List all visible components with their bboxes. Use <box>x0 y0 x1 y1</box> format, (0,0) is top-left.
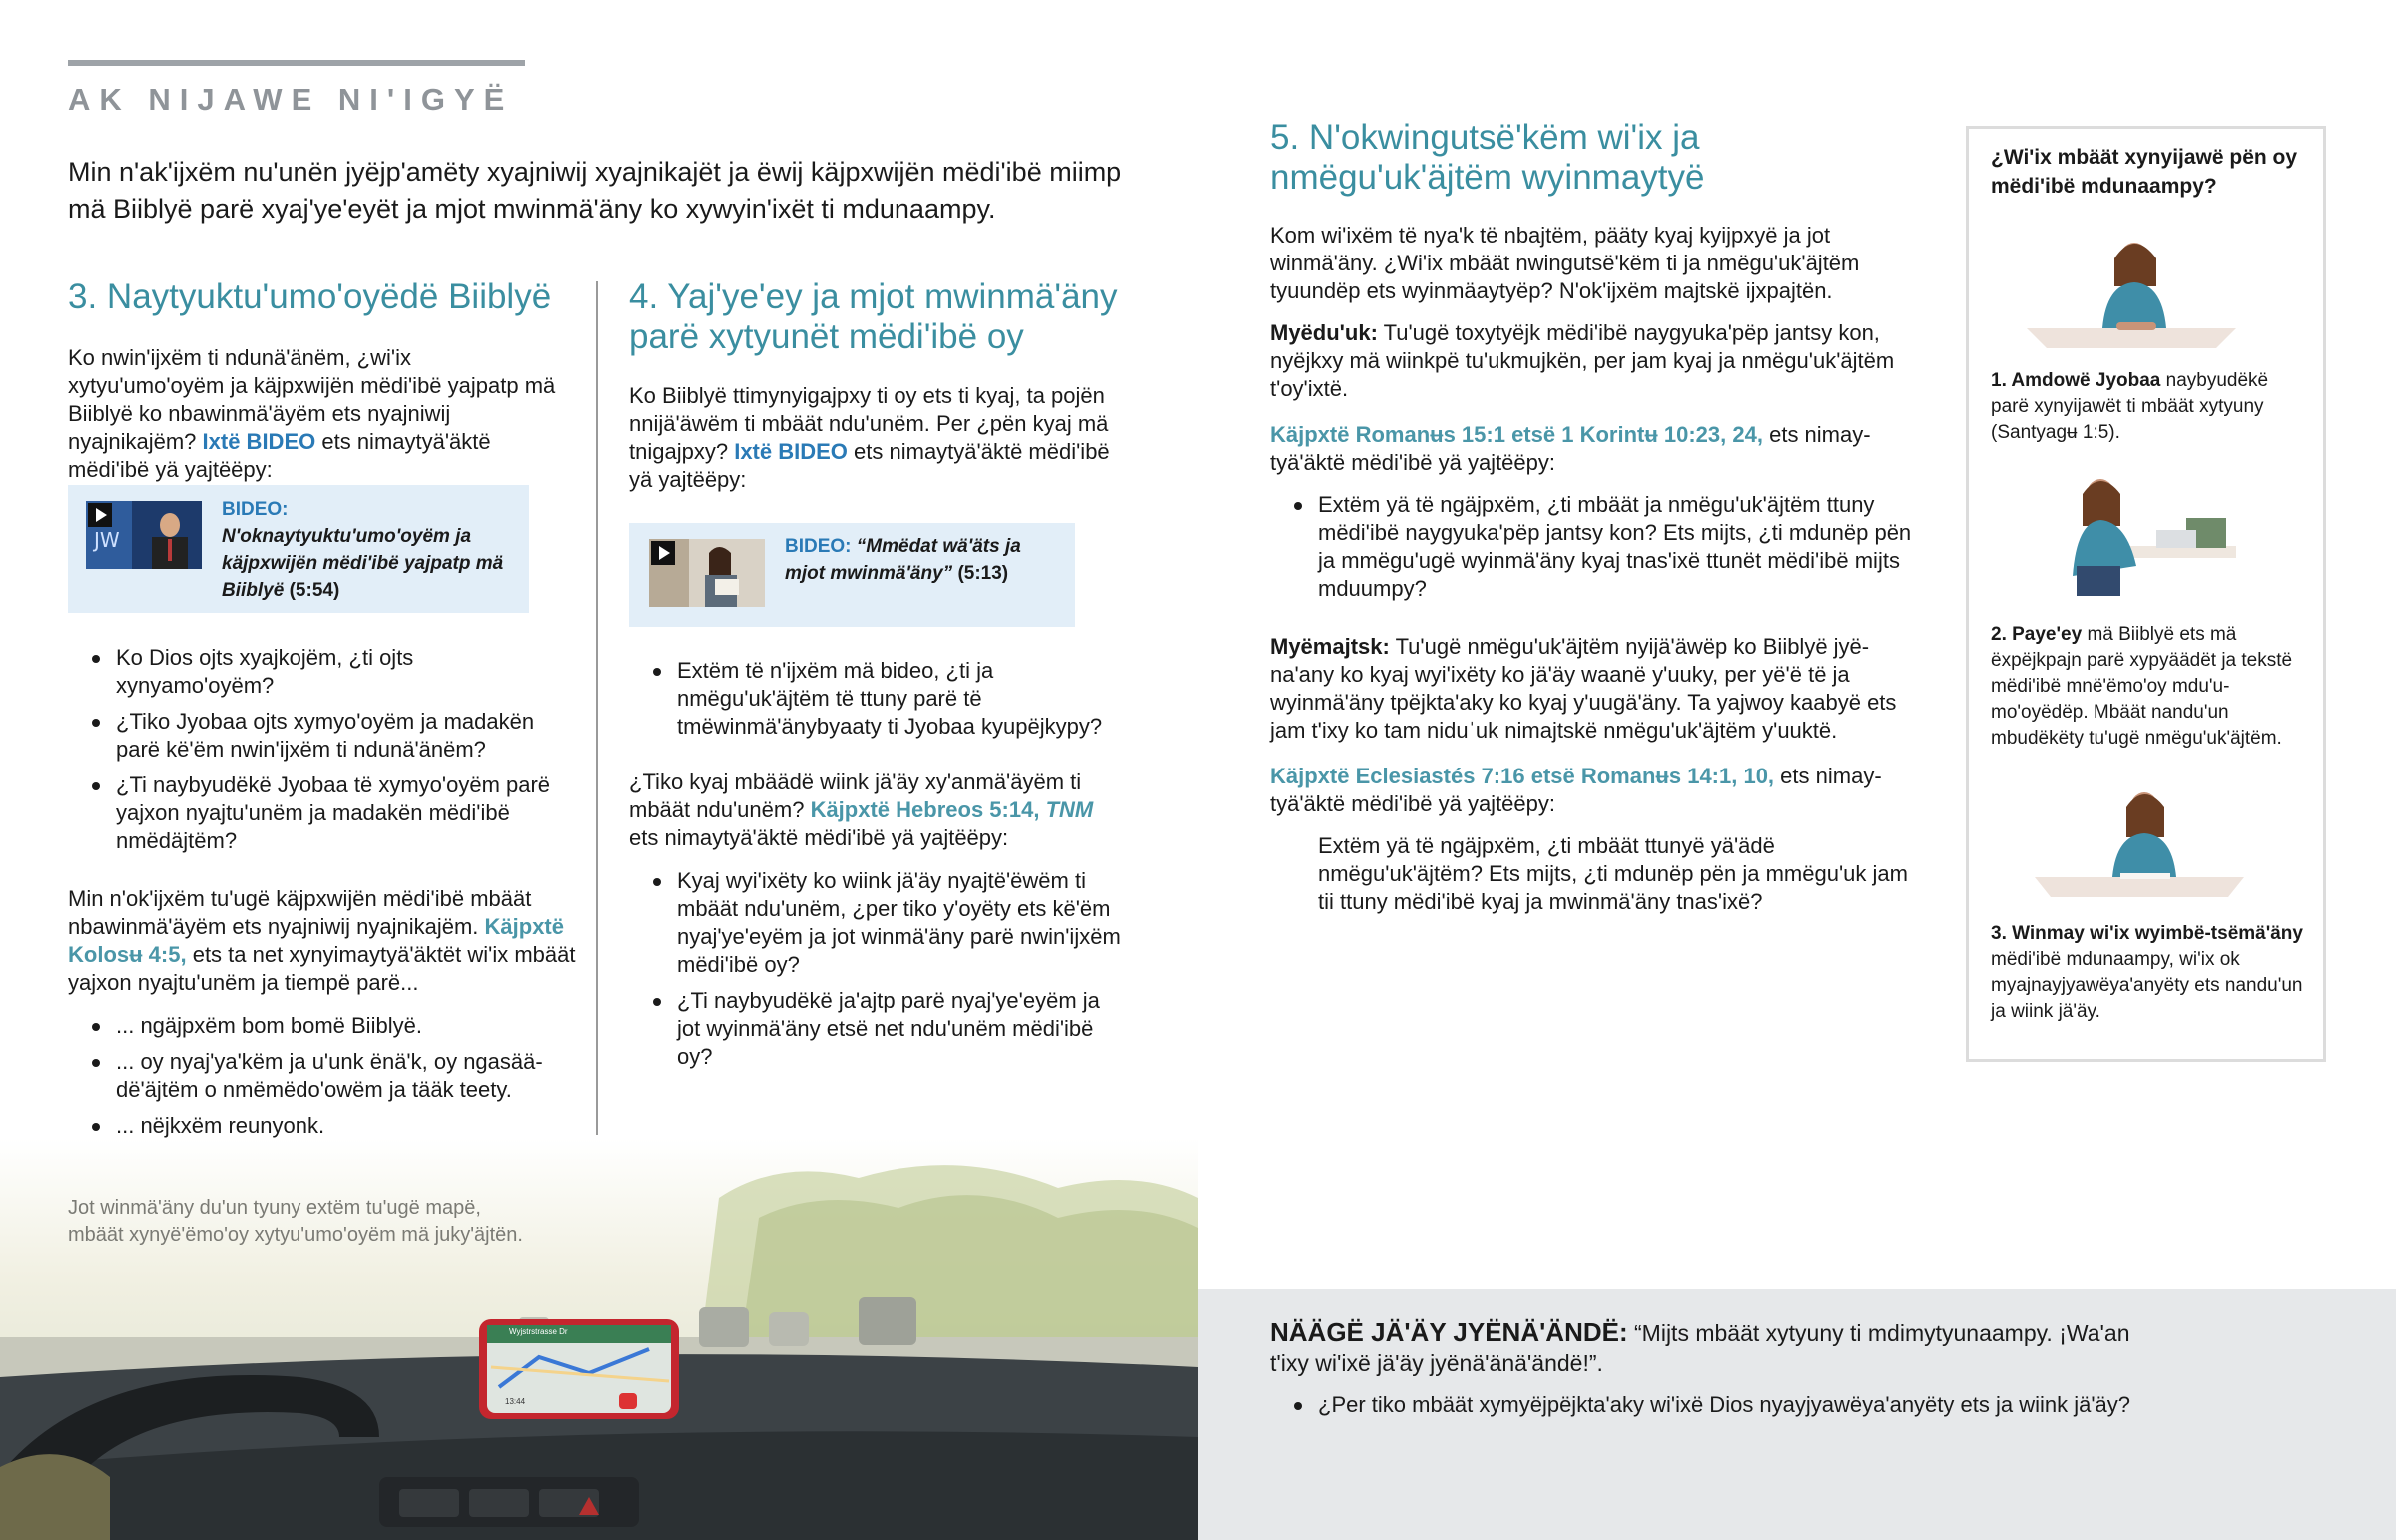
driving-photo <box>0 1138 1198 1540</box>
section-3-paragraph-2 <box>68 885 577 997</box>
step-1 <box>1991 368 2310 446</box>
phone-time-label: 13:44 <box>505 1397 526 1406</box>
section-3-p2-tail: ets ta net xynyimaytyä'äktët wi'ix mbäät yajxon nyajtu'unëm ja tiempë parë... <box>68 942 576 995</box>
section-4-title: 4. Yaj'ye'ey ja mjot mwinmä'äny parë xytyunët mëdi'ibë oy <box>629 277 1118 356</box>
section-4-paragraph-2 <box>629 769 1123 852</box>
section-3-video-thumbnail[interactable] <box>86 501 202 569</box>
list-item: Extëm yä të ngäjpxëm, ¿ti mbäät ja nmëgu'uk'äjtëm ttuny mëdi'ibë naygyuka'pëp jantsy kon? Ets mijts, ¿ti mdunëp pën ja mmëgu'ugë wyinmä'äny kyaj tnas'ixë ttunët mëdi'ibë mijts mduumpy? <box>1270 491 1919 603</box>
praying-woman-image <box>2017 229 2246 348</box>
step-3-text: mëdi'ibë mdunaampy, wi'ix ok myajnayjyawëya'anyëty ets nandu'un ja wiink jä'äy. <box>1991 949 2303 1022</box>
section-4-video-link[interactable]: Ixtë BIDEO <box>734 439 848 464</box>
section-4-intro-tail: ets nimaytyä'äktë mëdi'ibë yä yajtëëpy: <box>629 439 1110 492</box>
section-4-video-label <box>785 533 1064 587</box>
phone-street-label: Wyjstrstrasse Dr <box>509 1327 568 1336</box>
footer-box <box>1198 1289 2396 1540</box>
example-1-ref-tail: ets nimay-tyä'äktë mëdi'ibë yä yajtëëpy: <box>1270 422 1871 475</box>
svg-text:JW: JW <box>94 528 120 552</box>
section-3-title: 3. Naytyuktu'umo'oyëdë Biiblyë <box>68 277 552 316</box>
section-5-intro: Kom wi'ixëm të nya'k të nbajtëm, pääty kyaj kyijpxyë ja jot winmä'äny. ¿Wi'ix mbäät nwingutsë'këm ti ja nmëgu'uk'äjtëm tyuundëp ets wyinmäaytyëp? N'ok'ijxëm majtskë ijxpajtën. <box>1270 223 1860 303</box>
section-3-intro-tail: ets nimaytyä'äktë mëdi'ibë yä yajtëëpy: <box>68 429 491 482</box>
list-item: Kyaj wyi'ixëty ko wiink jä'äy nyajtë'ëwëm ti mbäät ndu'unëm, ¿per tiko y'oyëty ets kë'ëm nyaj'ye'eyëm ja jot winmä'äny parë nwin'ijxëm mëdi'ibë oy? <box>629 867 1123 979</box>
step-2-label: 2. Paye'ey <box>1991 624 2083 645</box>
list-item: ... ngäjpxëm bom bomë Biiblyë. <box>68 1012 577 1040</box>
step-2 <box>1991 622 2315 752</box>
sidebar-title: ¿Wi'ix mbäät xynyijawë pën oy mëdi'ibë mdunaampy? <box>1991 146 2298 198</box>
translation-abbrev: TNM <box>1045 797 1094 822</box>
scripture-link-hebreos[interactable]: Käjpxtë Hebreos 5:14, <box>810 797 1040 822</box>
header-rule <box>68 60 525 66</box>
example-2 <box>1270 633 1919 745</box>
section-4-video-box[interactable] <box>629 523 1075 627</box>
list-item: ¿Tiko Jyobaa ojts xymyo'oyëm ja madakën parë kë'ëm nwin'ijxëm ti ndunä'änëm? <box>68 708 562 764</box>
step-2-text: mä Biiblyë ets mä ëxpëjkpajn parë xypyäädët ja tekstë mëdi'ibë mnë'ëmo'oy mdu'u-mo'oyëdëp. Mbäät nandu'un mbudëkëty tu'ugë nmëgu'uk'äjtëm. <box>1991 624 2293 749</box>
video-tag: BIDEO: <box>222 499 289 520</box>
list-item: ... nëjkxëm reunyonk. <box>68 1112 577 1140</box>
section-3-intro-text: Ko nwin'ijxëm ti ndunä'änëm, ¿wi'ix xytyu'umo'oyëm ja käjpxwijën mëdi'ibë yajpatp mä Biiblyë ko nbawinmä'äyëm ets nyajniwij nyajnikajëm? <box>68 345 556 454</box>
section-3-bullets <box>68 644 562 863</box>
footer-label: NÄÄGË JÄ'ÄY JYËNÄ'ÄNDË: <box>1270 1317 1628 1347</box>
example-1-text: Tu'ugë toxytyëjk mëdi'ibë naygyuka'pëp jantsy kon, nyëjkxy mä wiinkpë tu'ukmujkën, per jam kyaj ja nmëgu'uk'äjtëm t'oy'ixtë. <box>1270 320 1895 401</box>
list-item: Extëm të n'ijxëm mä bideo, ¿ti ja nmëgu'uk'äjtëm të ttuny parë të tmëwinmä'änybyaaty ti Jyobaa kyupëjkypy? <box>629 657 1123 741</box>
list-item: ... oy nyaj'ya'këm ja u'unk ënä'k, oy ngasää-dë'äjtëm o nmëmëdo'owëm ja tääk teety. <box>68 1048 577 1104</box>
scripture-link-romanus[interactable]: Käjpxtë Romanʉs 15:1 etsë 1 Korintʉ 10:23, 24, <box>1270 422 1763 447</box>
example-2-ref-tail: ets nimay-tyä'äktë mëdi'ibë yä yajtëëpy: <box>1270 764 1882 816</box>
section-4-intro <box>629 382 1123 494</box>
sidebar-box <box>1966 126 2326 1062</box>
section-5-title: 5. N'okwingutsë'këm wi'ix ja nmëgu'uk'äjtëm wyinmaytyë <box>1270 118 1705 197</box>
section-3-bullets-2 <box>68 1012 577 1148</box>
video-title: “Mmëdat wä'äts ja mjot mwinmä'äny” <box>785 536 1021 584</box>
step-1-label: 1. Amdowë Jyobaa <box>1991 370 2161 391</box>
section-5-paragraph-3: Extëm yä të ngäjpxëm, ¿ti mbäät ttunyë yä'ädë nmëgu'uk'äjtëm? Ets mijts, ¿ti mdunëp pën ja mmëgu'uk jam tii ttuny mëdi'ibë kyaj ja mwinmä'äny tnas'ixë? <box>1318 833 1908 914</box>
section-4-video-thumbnail[interactable] <box>649 539 765 607</box>
photo-caption: Jot winmä'äny du'un tyuny extëm tu'ugë mapë, mbäät xynyë'ëmo'oy xytyu'umo'oyëm mä juky'äjtën. <box>68 1197 523 1246</box>
section-3-intro <box>68 344 562 484</box>
example-2-reference <box>1270 763 1919 818</box>
section-4-p2-text: ¿Tiko kyaj mbäädë wiink jä'äy xy'anmä'äyëm ti mbäät ndu'unëm? <box>629 770 1082 822</box>
example-1 <box>1270 319 1919 403</box>
step-3-label: 3. Winmay wi'ix wyimbë-tsëmä'äny <box>1991 923 2303 944</box>
step-1-text: naybyudëkë parë xynyijawët ti mbäät xytyuny (Santyagʉ 1:5). <box>1991 370 2269 443</box>
list-item: ¿Ti naybyudëkë Jyobaa të xymyo'oyëm parë yajxon nyajtu'unëm ja madakën mëdi'ibë nmëdäjtëm? <box>68 771 562 855</box>
play-icon[interactable] <box>88 503 112 527</box>
video-title: N'oknaytyuktu'umo'oyëm ja käjpxwijën mëdi'ibë yajpatp mä Biiblyë <box>222 526 504 601</box>
intro-paragraph: Min n'ak'ijxëm nu'unën jyëjp'amëty xyajniwij xyajnikajët ja ëwij käjpxwijën mëdi'ibë miimp mä Biiblyë parë xyaj'ye'eyët ja mjot mwinmä'äny ko xywyin'ixët ti mdunaampy. <box>68 157 1122 224</box>
thinking-woman-image <box>2025 781 2254 901</box>
scripture-link-eclesiastes[interactable]: Käjpxtë Eclesiastés 7:16 etsë Romanʉs 14:1, 10, <box>1270 764 1775 788</box>
footer-bullets <box>1270 1391 2268 1427</box>
video-tag: BIDEO: <box>785 536 852 557</box>
scripture-link-kolosu[interactable]: Käjpxtë Kolosʉ 4:5, <box>68 914 564 967</box>
footer-quote-text: “Mijts mbäät xytyuny ti mdimytyunaampy. ¡Wa'an t'ixy wi'ixë jä'äy jyënä'änä'ändë!”. <box>1270 1320 2130 1376</box>
section-3-video-label <box>222 496 511 604</box>
header-label: AK NIJAWE NI'IGYË <box>68 82 514 117</box>
section-4-intro-text: Ko Biiblyë ttimynyigajpxy ti oy ets ti kyaj, ta pojën nnijä'äwëm ti mbäät ndu'unëm. Per ¿pën kyaj mä tnigajpxy? <box>629 383 1109 464</box>
play-icon[interactable] <box>651 541 675 565</box>
studying-woman-image <box>2037 466 2236 596</box>
example-2-text: Tu'ugë nmëgu'uk'äjtëm nyijä'äwëp ko Biiblyë jyë-na'any ko kyaj wyi'ixëty ko jä'äy waanë y'uuky, per yë'ë të ja wyinmä'äny tpëjkta'aky ko kyaj y'uugä'äny. Ta yajwoy kaabyë ets jam t'ixy ko tam niduˈuk nimajtskë nmëgu'uk'äjtëm y'uuktë. <box>1270 634 1897 743</box>
section-3-video-box[interactable] <box>68 485 529 613</box>
section-3-p2-text: Min n'ok'ijxëm tu'ugë käjpxwijën mëdi'ibë mbäät nbawinmä'äyëm ets nyajniwij nyajnikajëm. <box>68 886 532 939</box>
section-5-bullets <box>1270 491 1919 611</box>
list-item: ¿Ti naybyudëkë ja'ajtp parë nyaj'ye'eyëm ja jot wyinmä'äny etsë net ndu'unëm mëdi'ibë oy? <box>629 987 1123 1071</box>
list-item: Ko Dios ojts xyajkojëm, ¿ti ojts xynyamo'oyëm? <box>68 644 562 700</box>
step-3 <box>1991 921 2315 1025</box>
list-item: ¿Per tiko mbäät xymyëjpëjkta'aky wi'ixë Dios nyayjyawëya'anyëty ets ja wiink jä'äy? <box>1270 1391 2268 1419</box>
example-2-label: Myëmajtsk: <box>1270 634 1390 659</box>
footer-quote <box>1270 1317 2148 1378</box>
video-duration: (5:54) <box>289 580 340 601</box>
section-3-video-link[interactable]: Ixtë BIDEO <box>202 429 316 454</box>
section-4-bullets <box>629 657 1123 749</box>
section-4-bullets-2 <box>629 867 1123 1079</box>
section-4-p2-tail: ets nimaytyä'äktë mëdi'ibë yä yajtëëpy: <box>629 825 1009 850</box>
column-divider <box>596 281 598 1135</box>
video-duration: (5:13) <box>957 563 1009 584</box>
example-1-label: Myëdu'uk: <box>1270 320 1378 345</box>
example-1-reference <box>1270 421 1919 477</box>
